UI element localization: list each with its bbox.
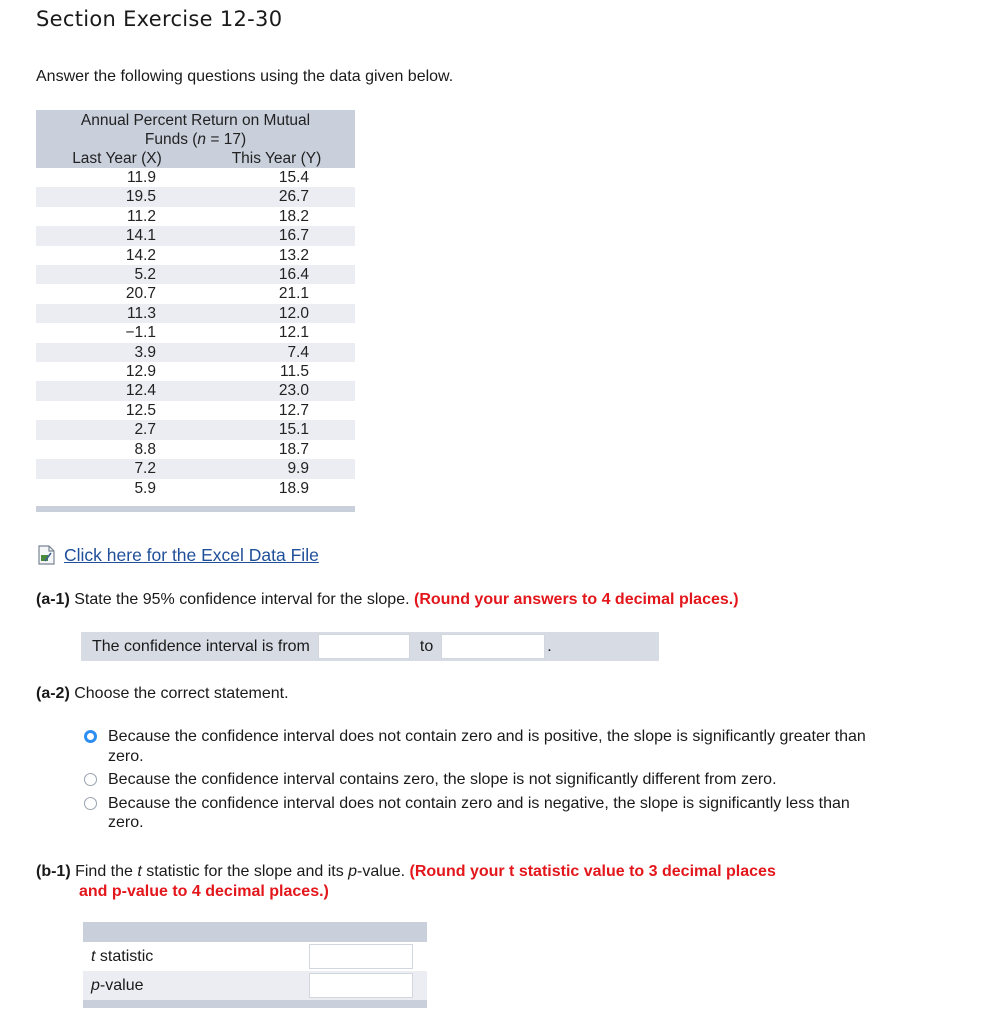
cell-this-year: 9.9	[198, 459, 355, 478]
cell-last-year: 7.2	[36, 459, 198, 478]
t-statistic-label: t statistic	[91, 947, 154, 965]
cell-last-year: 14.1	[36, 226, 198, 245]
table-row	[36, 440, 355, 459]
p-value-input[interactable]	[309, 973, 413, 998]
radio-selected-icon[interactable]	[84, 730, 97, 743]
t-statistic-input[interactable]	[309, 944, 413, 969]
data-table	[36, 110, 355, 498]
cell-last-year: 2.7	[36, 420, 198, 439]
cell-last-year: 3.9	[36, 343, 198, 362]
table-footer-bar	[36, 506, 355, 512]
ci-to-label: to	[419, 637, 434, 655]
cell-this-year: 12.7	[198, 401, 355, 420]
radio-icon[interactable]	[84, 797, 97, 810]
table-row	[36, 343, 355, 362]
cell-this-year: 18.7	[198, 440, 355, 459]
intro-text: Answer the following questions using the data given below.	[36, 68, 454, 85]
table-row	[36, 362, 355, 381]
cell-this-year: 12.0	[198, 304, 355, 323]
cell-this-year: 18.2	[198, 207, 355, 226]
cell-this-year: 15.1	[198, 420, 355, 439]
table-row	[36, 459, 355, 478]
table-row	[36, 479, 355, 498]
ci-period: .	[547, 637, 552, 655]
cell-this-year: 16.7	[198, 226, 355, 245]
table-caption: Annual Percent Return on Mutual Funds (n = 17)	[36, 110, 355, 149]
table-row	[36, 207, 355, 226]
cell-this-year: 18.9	[198, 479, 355, 498]
option-label: Because the confidence interval does not contain zero and is positive, the slope is significantly greater than zero.	[108, 728, 866, 765]
p-value-row	[83, 971, 427, 1000]
cell-this-year: 26.7	[198, 187, 355, 206]
table-row	[36, 304, 355, 323]
cell-last-year: 11.2	[36, 207, 198, 226]
confidence-interval-row	[81, 632, 659, 661]
cell-this-year: 13.2	[198, 246, 355, 265]
option-contains-zero[interactable]	[84, 770, 884, 790]
cell-this-year: 15.4	[198, 168, 355, 187]
cell-last-year: 11.3	[36, 304, 198, 323]
ci-label: The confidence interval is from	[92, 637, 310, 655]
statistic-table-header	[83, 922, 427, 942]
table-row	[36, 265, 355, 284]
table-row	[36, 226, 355, 245]
cell-this-year: 12.1	[198, 323, 355, 342]
option-positive[interactable]	[84, 727, 884, 766]
excel-data-link[interactable]	[36, 544, 319, 566]
cell-this-year: 7.4	[198, 343, 355, 362]
cell-last-year: 12.5	[36, 401, 198, 420]
cell-last-year: 20.7	[36, 284, 198, 303]
cell-this-year: 23.0	[198, 381, 355, 400]
cell-last-year: 12.9	[36, 362, 198, 381]
table-row	[36, 187, 355, 206]
cell-last-year: 14.2	[36, 246, 198, 265]
page-title: Section Exercise 12-30	[36, 7, 283, 31]
table-row	[36, 401, 355, 420]
statistic-table	[83, 922, 427, 1008]
cell-this-year: 21.1	[198, 284, 355, 303]
table-row	[36, 168, 355, 187]
cell-last-year: −1.1	[36, 323, 198, 342]
cell-last-year: 8.8	[36, 440, 198, 459]
cell-last-year: 5.9	[36, 479, 198, 498]
option-label: Because the confidence interval does not contain zero and is negative, the slope is significantly less than zero.	[108, 794, 850, 831]
radio-icon[interactable]	[84, 773, 97, 786]
question-a2: (a-2) Choose the correct statement.	[36, 685, 289, 702]
cell-this-year: 11.5	[198, 362, 355, 381]
cell-this-year: 16.4	[198, 265, 355, 284]
document-icon	[36, 544, 58, 566]
excel-link-label[interactable]: Click here for the Excel Data File	[64, 544, 319, 565]
question-a1: (a-1) State the 95% confidence interval for the slope. (Round your answers to 4 decimal places.)	[36, 591, 739, 608]
cell-last-year: 19.5	[36, 187, 198, 206]
column-header-y: This Year (Y)	[198, 149, 355, 168]
t-statistic-row	[83, 942, 427, 971]
statistic-table-footer	[83, 1000, 427, 1008]
table-row	[36, 284, 355, 303]
p-value-label: p-value	[91, 976, 144, 994]
cell-last-year: 11.9	[36, 168, 198, 187]
table-row	[36, 420, 355, 439]
option-negative[interactable]	[84, 794, 884, 833]
table-row	[36, 246, 355, 265]
ci-lower-input[interactable]	[318, 634, 410, 659]
cell-last-year: 12.4	[36, 381, 198, 400]
question-b1: (b-1) Find the t statistic for the slope and its p-value. (Round your t statistic value to 3 decimal places and p-value to 4 decimal places.)	[36, 863, 776, 900]
table-row	[36, 381, 355, 400]
ci-upper-input[interactable]	[441, 634, 545, 659]
statement-options	[84, 727, 884, 837]
table-row	[36, 323, 355, 342]
option-label: Because the confidence interval contains zero, the slope is not significantly different from zero.	[108, 771, 777, 788]
column-header-x: Last Year (X)	[36, 149, 198, 168]
cell-last-year: 5.2	[36, 265, 198, 284]
